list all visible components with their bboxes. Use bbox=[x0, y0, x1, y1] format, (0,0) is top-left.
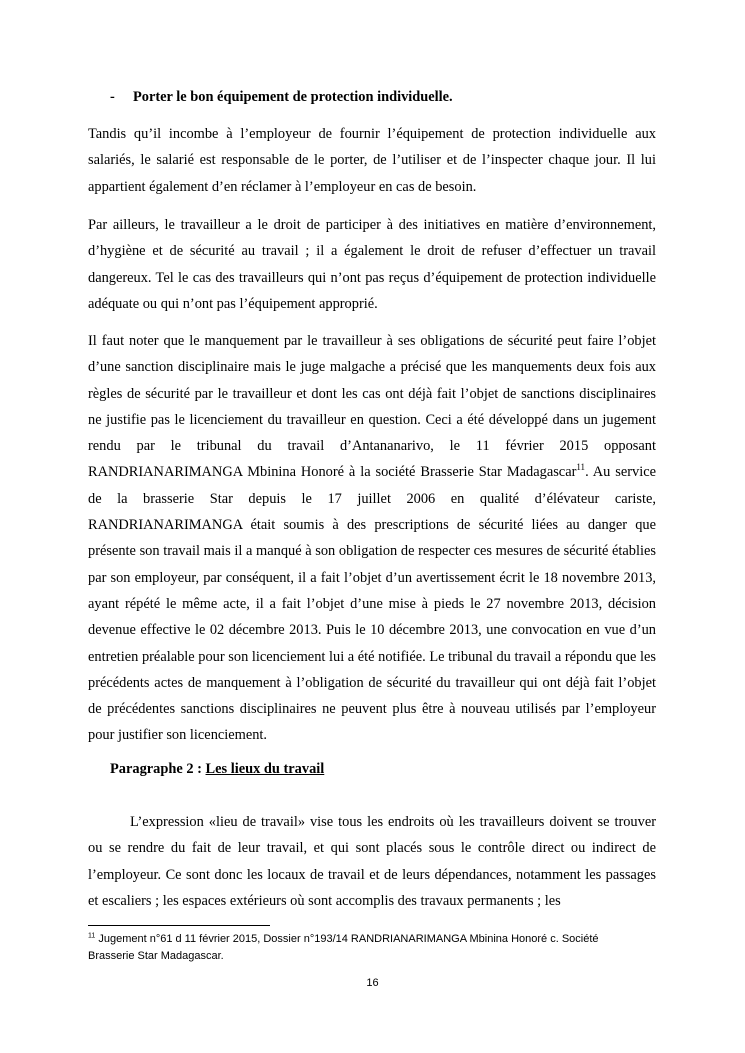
heading-title: Les lieux du travail bbox=[205, 761, 325, 777]
page-number: 16 bbox=[366, 977, 379, 989]
footnote bbox=[88, 931, 648, 964]
paragraph-worker-rights: Par ailleurs, le travailleur a le droit de participer à des initiatives en matière d’environnement, d’hygiène et de sécurité au travail ; il a également le droit de refuser d’effectuer un travail dangereux. Tel le cas des travailleurs qui n’ont pas reçus d’équipement de protection individuelle adéquate ou qui n’ont pas l’équipement approprié. bbox=[88, 217, 656, 312]
footnote-text: Jugement n°61 d 11 février 2015, Dossier n°193/14 RANDRIANARIMANGA Mbinina Honoré c. Société Brasserie Star Madagascar. bbox=[88, 933, 599, 962]
bullet-text: Porter le bon équipement de protection individuelle. bbox=[133, 89, 453, 105]
heading-prefix: Paragraphe 2 : bbox=[110, 761, 206, 777]
paragraph-text-part: Il faut noter que le manquement par le travailleur à ses obligations de sécurité peut faire l’objet d’une sanction disciplinaire mais le juge malgache a précisé que les manquements deux fois aux règles de sécurité par le travailleur et dont les cas ont déjà fait l’objet de sanctions disciplinaires ne justifie pas le licenciement du travailleur en question. Ceci a été développé dans un jugement rendu par le tribunal du travail d’Antananarivo, le 11 février 2015 opposant RANDRIANARIMANGA Mbinina Honoré à la société Brasserie Star Madagascar bbox=[88, 333, 656, 481]
footnote-divider bbox=[88, 925, 270, 926]
paragraph-text-part: . Au service de la brasserie Star depuis le 17 juillet 2006 en qualité d’élévateur cariste, RANDRIANARIMANGA était soumis à des prescriptions de sécurité liées au danger que présente son travail mais il a manqué à son obligation de respecter ces mesures de sécurité établies par son employeur, par conséquent, il a fait l’objet d’un avertissement écrit le 18 novembre 2013, ayant répété le même acte, il a fait l’objet d’une mise à pieds le 27 novembre 2013, décision devenue effective le 02 décembre 2013. Puis le 10 décembre 2013, une convocation en vue d’un entretien préalable pour son licenciement lui a été notifiée. Le tribunal du travail a répondu que les précédents actes de manquement à l’obligation de sécurité du travailleur qui ont déjà fait l’objet de précédentes sanctions disciplinaires ne peuvent plus être à nouveau utilisés par l’employeur pour justifier son licenciement. bbox=[88, 464, 656, 744]
paragraph-sanctions-case bbox=[88, 328, 656, 749]
paragraph-workplace-definition: L’expression «lieu de travail» vise tous les endroits où les travailleurs doivent se trouver ou se rendre du fait de leur travail, et qui sont placés sous le contrôle direct ou indirect de l’employeur. Ce sont donc les locaux de travail et de leurs dépendances, notamment les passages et escaliers ; les espaces extérieurs où sont accomplis des travaux permanents ; les bbox=[88, 814, 656, 909]
footnote-reference: 11 bbox=[576, 462, 586, 473]
section-heading bbox=[110, 759, 324, 779]
paragraph-employer-duty: Tandis qu’il incombe à l’employeur de fournir l’équipement de protection individuelle aux salariés, le salarié est responsable de le porter, de l’utiliser et de l’inspecter chaque jour. Il lui appartient également d’en réclamer à l’employeur en cas de besoin. bbox=[88, 126, 656, 195]
bullet-marker: - bbox=[110, 89, 115, 105]
footnote-number: 11 bbox=[88, 932, 96, 940]
bullet-item bbox=[110, 87, 453, 107]
